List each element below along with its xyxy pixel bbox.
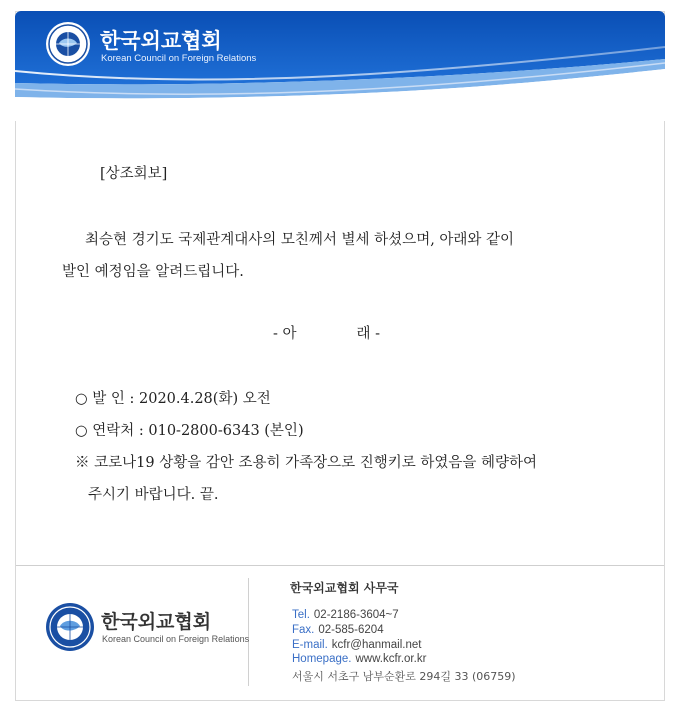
details-heading-right: 래 - xyxy=(356,326,381,342)
details-heading xyxy=(273,322,380,343)
tel-label: Tel. xyxy=(292,609,310,621)
note-line2: 주시기 바랍니다. 끝. xyxy=(88,487,219,503)
email-link[interactable]: kcfr@hanmail.net xyxy=(331,639,422,651)
footer-emblem-icon xyxy=(45,602,95,652)
address-line: 서울시 서초구 남부순환로 294길 33 (06759) xyxy=(292,670,516,683)
footer-vertical-divider xyxy=(248,578,249,686)
header-banner xyxy=(15,11,665,121)
fax-value: 02-585-6204 xyxy=(318,624,384,636)
header-org-name-en: Korean Council on Foreign Relations xyxy=(101,53,257,64)
org-emblem-icon xyxy=(45,21,91,67)
email-label: E-mail. xyxy=(292,639,328,651)
header-org-name: 한국외교협회 xyxy=(100,29,222,53)
details-heading-left: - 아 xyxy=(273,326,297,342)
office-name: 한국외교협회 사무국 xyxy=(290,581,399,595)
notice-title: [상조회보] xyxy=(100,166,168,182)
footer-divider xyxy=(16,565,664,566)
fax-label: Fax. xyxy=(292,624,315,636)
homepage-link[interactable]: www.kcfr.or.kr xyxy=(355,653,427,665)
email-line xyxy=(292,639,421,651)
footer-org-name: 한국외교협회 xyxy=(101,611,212,633)
fax-line xyxy=(292,624,384,636)
footer-org-name-en: Korean Council on Foreign Relations xyxy=(102,634,250,644)
detail-funeral-date: ○ 발 인 : 2020.4.28(화) 오전 xyxy=(75,391,271,407)
notice-paragraph-line2: 발인 예정임을 알려드립니다. xyxy=(62,264,244,280)
detail-contact: ○ 연락처 : 010-2800-6343 (본인) xyxy=(75,423,304,439)
notice-paragraph-line1: 최승현 경기도 국제관계대사의 모친께서 별세 하셨으며, 아래와 같이 xyxy=(85,232,515,248)
tel-value: 02-2186-3604~7 xyxy=(313,609,399,621)
tel-line xyxy=(292,609,399,621)
homepage-label: Homepage. xyxy=(292,653,352,665)
note-line1: ※ 코로나19 상황을 감안 조용히 가족장으로 진행키로 하였음을 헤량하여 xyxy=(75,455,538,471)
homepage-line xyxy=(292,653,426,665)
